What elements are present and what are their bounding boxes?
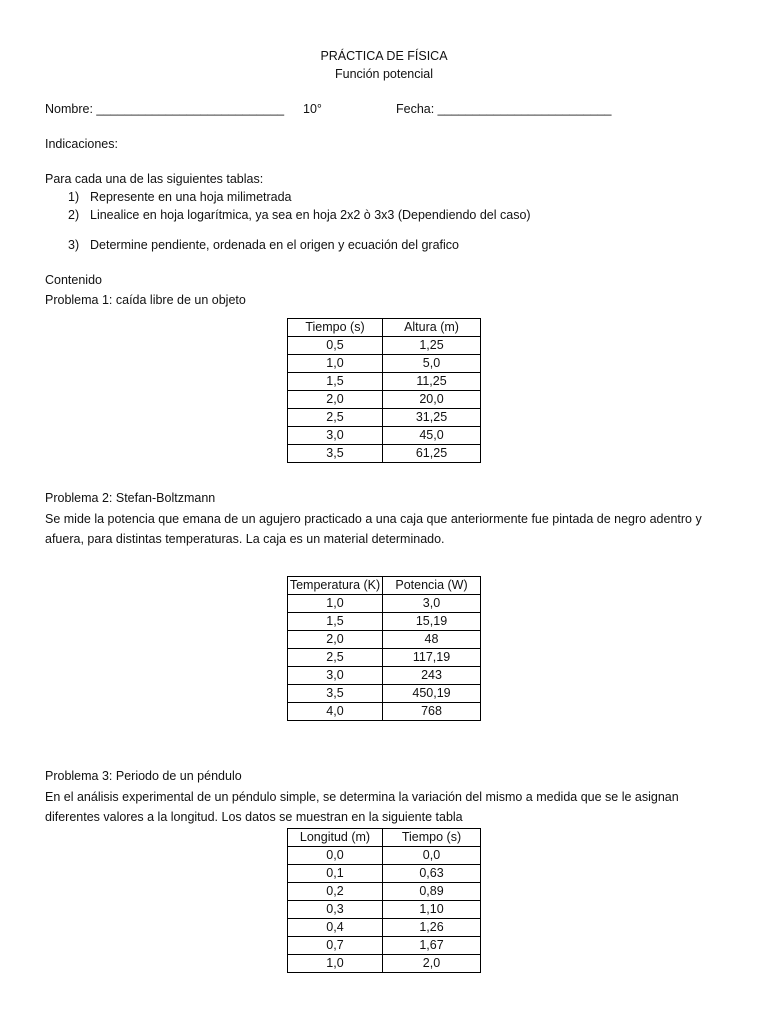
table-cell: 1,5 [288,613,383,631]
contenido-heading: Contenido [45,273,102,287]
table-cell: 11,25 [383,373,481,391]
table-row [288,595,481,613]
table-row [288,391,481,409]
table-cell: 20,0 [383,391,481,409]
table-header-row [288,829,481,847]
table-cell: 3,5 [288,685,383,703]
table-cell: 0,1 [288,865,383,883]
table-cell: 1,67 [383,937,481,955]
table-cell: 61,25 [383,445,481,463]
table-row [288,427,481,445]
column-header: Tiempo (s) [288,319,383,337]
column-header: Longitud (m) [288,829,383,847]
nombre-field: Nombre: ___________________________ [45,102,285,116]
table-cell: 3,0 [383,595,481,613]
table-cell: 1,26 [383,919,481,937]
table-row [288,631,481,649]
table-row [288,445,481,463]
table-cell: 243 [383,667,481,685]
table-cell: 0,5 [288,337,383,355]
list-item-number: 2) [68,208,80,222]
table-header-row [288,577,481,595]
table-cell: 1,0 [288,355,383,373]
problem-3-description: En el análisis experimental de un péndulo simple, se determina la variación del mismo a medida que se le asignan diferentes valores a la longitud. Los datos se muestran en la siguiente tabla [45,790,679,824]
table-row [288,703,481,721]
table-cell: 2,5 [288,409,383,427]
table-row [288,937,481,955]
table-header-row [288,319,481,337]
column-header: Altura (m) [383,319,481,337]
table-row [288,613,481,631]
table-row [288,337,481,355]
table-row [288,955,481,973]
table-row [288,649,481,667]
column-header: Temperatura (K) [288,577,383,595]
table-row [288,919,481,937]
table-cell: 0,2 [288,883,383,901]
column-header: Tiempo (s) [383,829,481,847]
table-row [288,847,481,865]
page-subtitle: Función potencial [335,67,433,81]
table-cell: 1,10 [383,901,481,919]
table-row [288,685,481,703]
table-cell: 0,7 [288,937,383,955]
table-cell: 0,89 [383,883,481,901]
problem-3-table [287,828,481,973]
table-cell: 450,19 [383,685,481,703]
problem-3-title: Problema 3: Periodo de un péndulo [45,769,242,783]
table-cell: 1,25 [383,337,481,355]
problem-2-title: Problema 2: Stefan-Boltzmann [45,491,216,505]
problem-1-table [287,318,481,463]
list-item-text: Represente en una hoja milimetrada [90,190,292,204]
table-cell: 3,5 [288,445,383,463]
grade-label: 10° [303,102,322,116]
table-cell: 0,0 [288,847,383,865]
problem-2-table [287,576,481,721]
table-row [288,883,481,901]
table-cell: 45,0 [383,427,481,445]
list-item-number: 3) [68,238,80,252]
table-cell: 2,5 [288,649,383,667]
table-cell: 15,19 [383,613,481,631]
table-row [288,355,481,373]
column-header: Potencia (W) [383,577,481,595]
table-row [288,373,481,391]
table-row [288,409,481,427]
table-row [288,901,481,919]
table-cell: 2,0 [383,955,481,973]
table-cell: 0,63 [383,865,481,883]
fecha-field: Fecha: _________________________ [396,102,612,116]
list-item-text: Determine pendiente, ordenada en el origen y ecuación del grafico [90,238,459,252]
table-cell: 3,0 [288,427,383,445]
table-cell: 48 [383,631,481,649]
table-cell: 0,0 [383,847,481,865]
table-cell: 4,0 [288,703,383,721]
indicaciones-intro: Para cada una de las siguientes tablas: [45,172,264,186]
table-row [288,667,481,685]
table-row [288,865,481,883]
table-cell: 0,4 [288,919,383,937]
problem-1-title: Problema 1: caída libre de un objeto [45,293,246,307]
table-cell: 2,0 [288,391,383,409]
table-cell: 2,0 [288,631,383,649]
list-item-text: Linealice en hoja logarítmica, ya sea en hoja 2x2 ò 3x3 (Dependiendo del caso) [90,208,531,222]
problem-2-description: Se mide la potencia que emana de un agujero practicado a una caja que anteriormente fue pintada de negro adentro y afuera, para distintas temperaturas. La caja es un material determinado. [45,512,702,546]
list-item-number: 1) [68,190,80,204]
table-cell: 1,5 [288,373,383,391]
indicaciones-heading: Indicaciones: [45,137,118,151]
table-cell: 117,19 [383,649,481,667]
table-cell: 5,0 [383,355,481,373]
table-cell: 1,0 [288,595,383,613]
table-cell: 31,25 [383,409,481,427]
page-title: PRÁCTICA DE FÍSICA [320,49,448,63]
table-cell: 1,0 [288,955,383,973]
table-cell: 0,3 [288,901,383,919]
table-cell: 768 [383,703,481,721]
table-cell: 3,0 [288,667,383,685]
